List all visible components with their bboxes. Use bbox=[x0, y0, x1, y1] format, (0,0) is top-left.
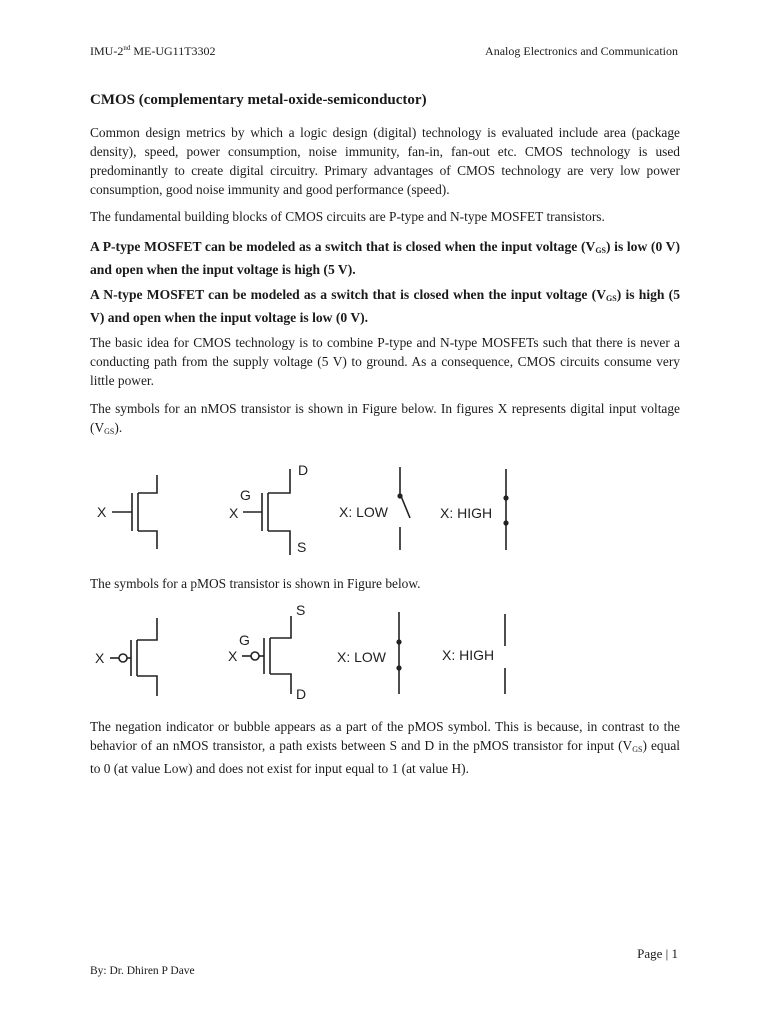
pmos-switch-closed-dot-bottom bbox=[396, 665, 401, 670]
nmos-switch-open bbox=[400, 467, 410, 550]
paragraph-ptype-switch: A P-type MOSFET can be modeled as a switch that is closed when the input voltage $(V_{GS})$ is low (0 V) and open when the input voltage is high (5 V). bbox=[90, 239, 681, 277]
nmos-switch-closed-dot-bottom bbox=[503, 520, 508, 525]
pmos-symbol-simple bbox=[110, 618, 157, 696]
paragraph-ntype-switch: A N-type MOSFET can be modeled as a switch that is closed when the input voltage $(V_{GS})$ is high (5 V) and open when the input voltage is low (0 V). bbox=[90, 287, 681, 325]
nmos-gate-label: G bbox=[240, 487, 251, 503]
pmos-x-label: X bbox=[95, 650, 105, 666]
pmos-source-label: S bbox=[296, 602, 306, 618]
nmos-switch-closed-dot-top bbox=[503, 495, 508, 500]
page-title: CMOS (complementary metal-oxide-semiconductor) bbox=[90, 92, 427, 108]
nmos-switch-open-dot bbox=[397, 493, 402, 498]
nmos-symbol-simple bbox=[112, 475, 157, 549]
nmos-low-label: X: LOW bbox=[339, 504, 389, 520]
paragraph-pmos-intro: The symbols for a pMOS transistor is shown in Figure below. bbox=[90, 576, 421, 591]
nmos-symbols-figure bbox=[0, 455, 768, 565]
nmos-source-label: S bbox=[297, 539, 307, 555]
pmos-x2-label: X bbox=[228, 648, 238, 664]
paragraph-building-blocks: The fundamental building blocks of CMOS circuits are P-type and N-type MOSFET transistors. bbox=[90, 209, 605, 224]
pmos-symbol-labeled bbox=[242, 616, 291, 694]
pmos-low-label: X: LOW bbox=[337, 649, 387, 665]
nmos-drain-label: D bbox=[298, 462, 309, 478]
pmos-gate-label: G bbox=[239, 632, 250, 648]
page-number: Page | 1 bbox=[637, 946, 678, 961]
header-subject: Analog Electronics and Communication bbox=[485, 44, 678, 58]
paragraph-design-metrics: Common design metrics by which a logic design (digital) technology is evaluated include area (package density), speed, power consumption, noise immunity, fan-in, fan-out etc. CMOS technology is used predominantly to create digital circuitry. Primary advantages of CMOS technology are very low power consumption, good noise immunity and good performance (speed). bbox=[90, 125, 680, 197]
nmos-symbol-labeled bbox=[243, 469, 290, 555]
paragraph-negation-bubble: The negation indicator or bubble appears as a part of the pMOS symbol. This is because, in contrast to the behavior of an nMOS transistor, a path exists between S and D in the pMOS transistor for input $(V_{GS})$ equal to 0 (at value Low) and does not exist for input equal to 1 (at value H). bbox=[90, 719, 680, 776]
pmos-drain-label: D bbox=[296, 686, 307, 702]
pmos-high-label: X: HIGH bbox=[442, 647, 495, 663]
nmos-x2-label: X bbox=[229, 505, 239, 521]
author-footer: By: Dr. Dhiren P Dave bbox=[90, 965, 195, 977]
nmos-high-label: X: HIGH bbox=[440, 505, 493, 521]
header-course-code: IMU-2nd ME-UG11T3302 bbox=[90, 44, 216, 58]
paragraph-cmos-idea: The basic idea for CMOS technology is to combine P-type and N-type MOSFETs such that there is never a conducting path from the supply voltage (5 V) to ground. As a consequence, CMOS circuits consume very little power. bbox=[90, 335, 680, 388]
pmos-switch-closed-dot-top bbox=[396, 639, 401, 644]
nmos-x-label: X bbox=[97, 504, 107, 520]
paragraph-nmos-intro: The symbols for an nMOS transistor is shown in Figure below. In figures X represents digital input voltage $(V_{GS})$. bbox=[90, 401, 680, 436]
pmos-symbols-figure bbox=[0, 598, 768, 708]
